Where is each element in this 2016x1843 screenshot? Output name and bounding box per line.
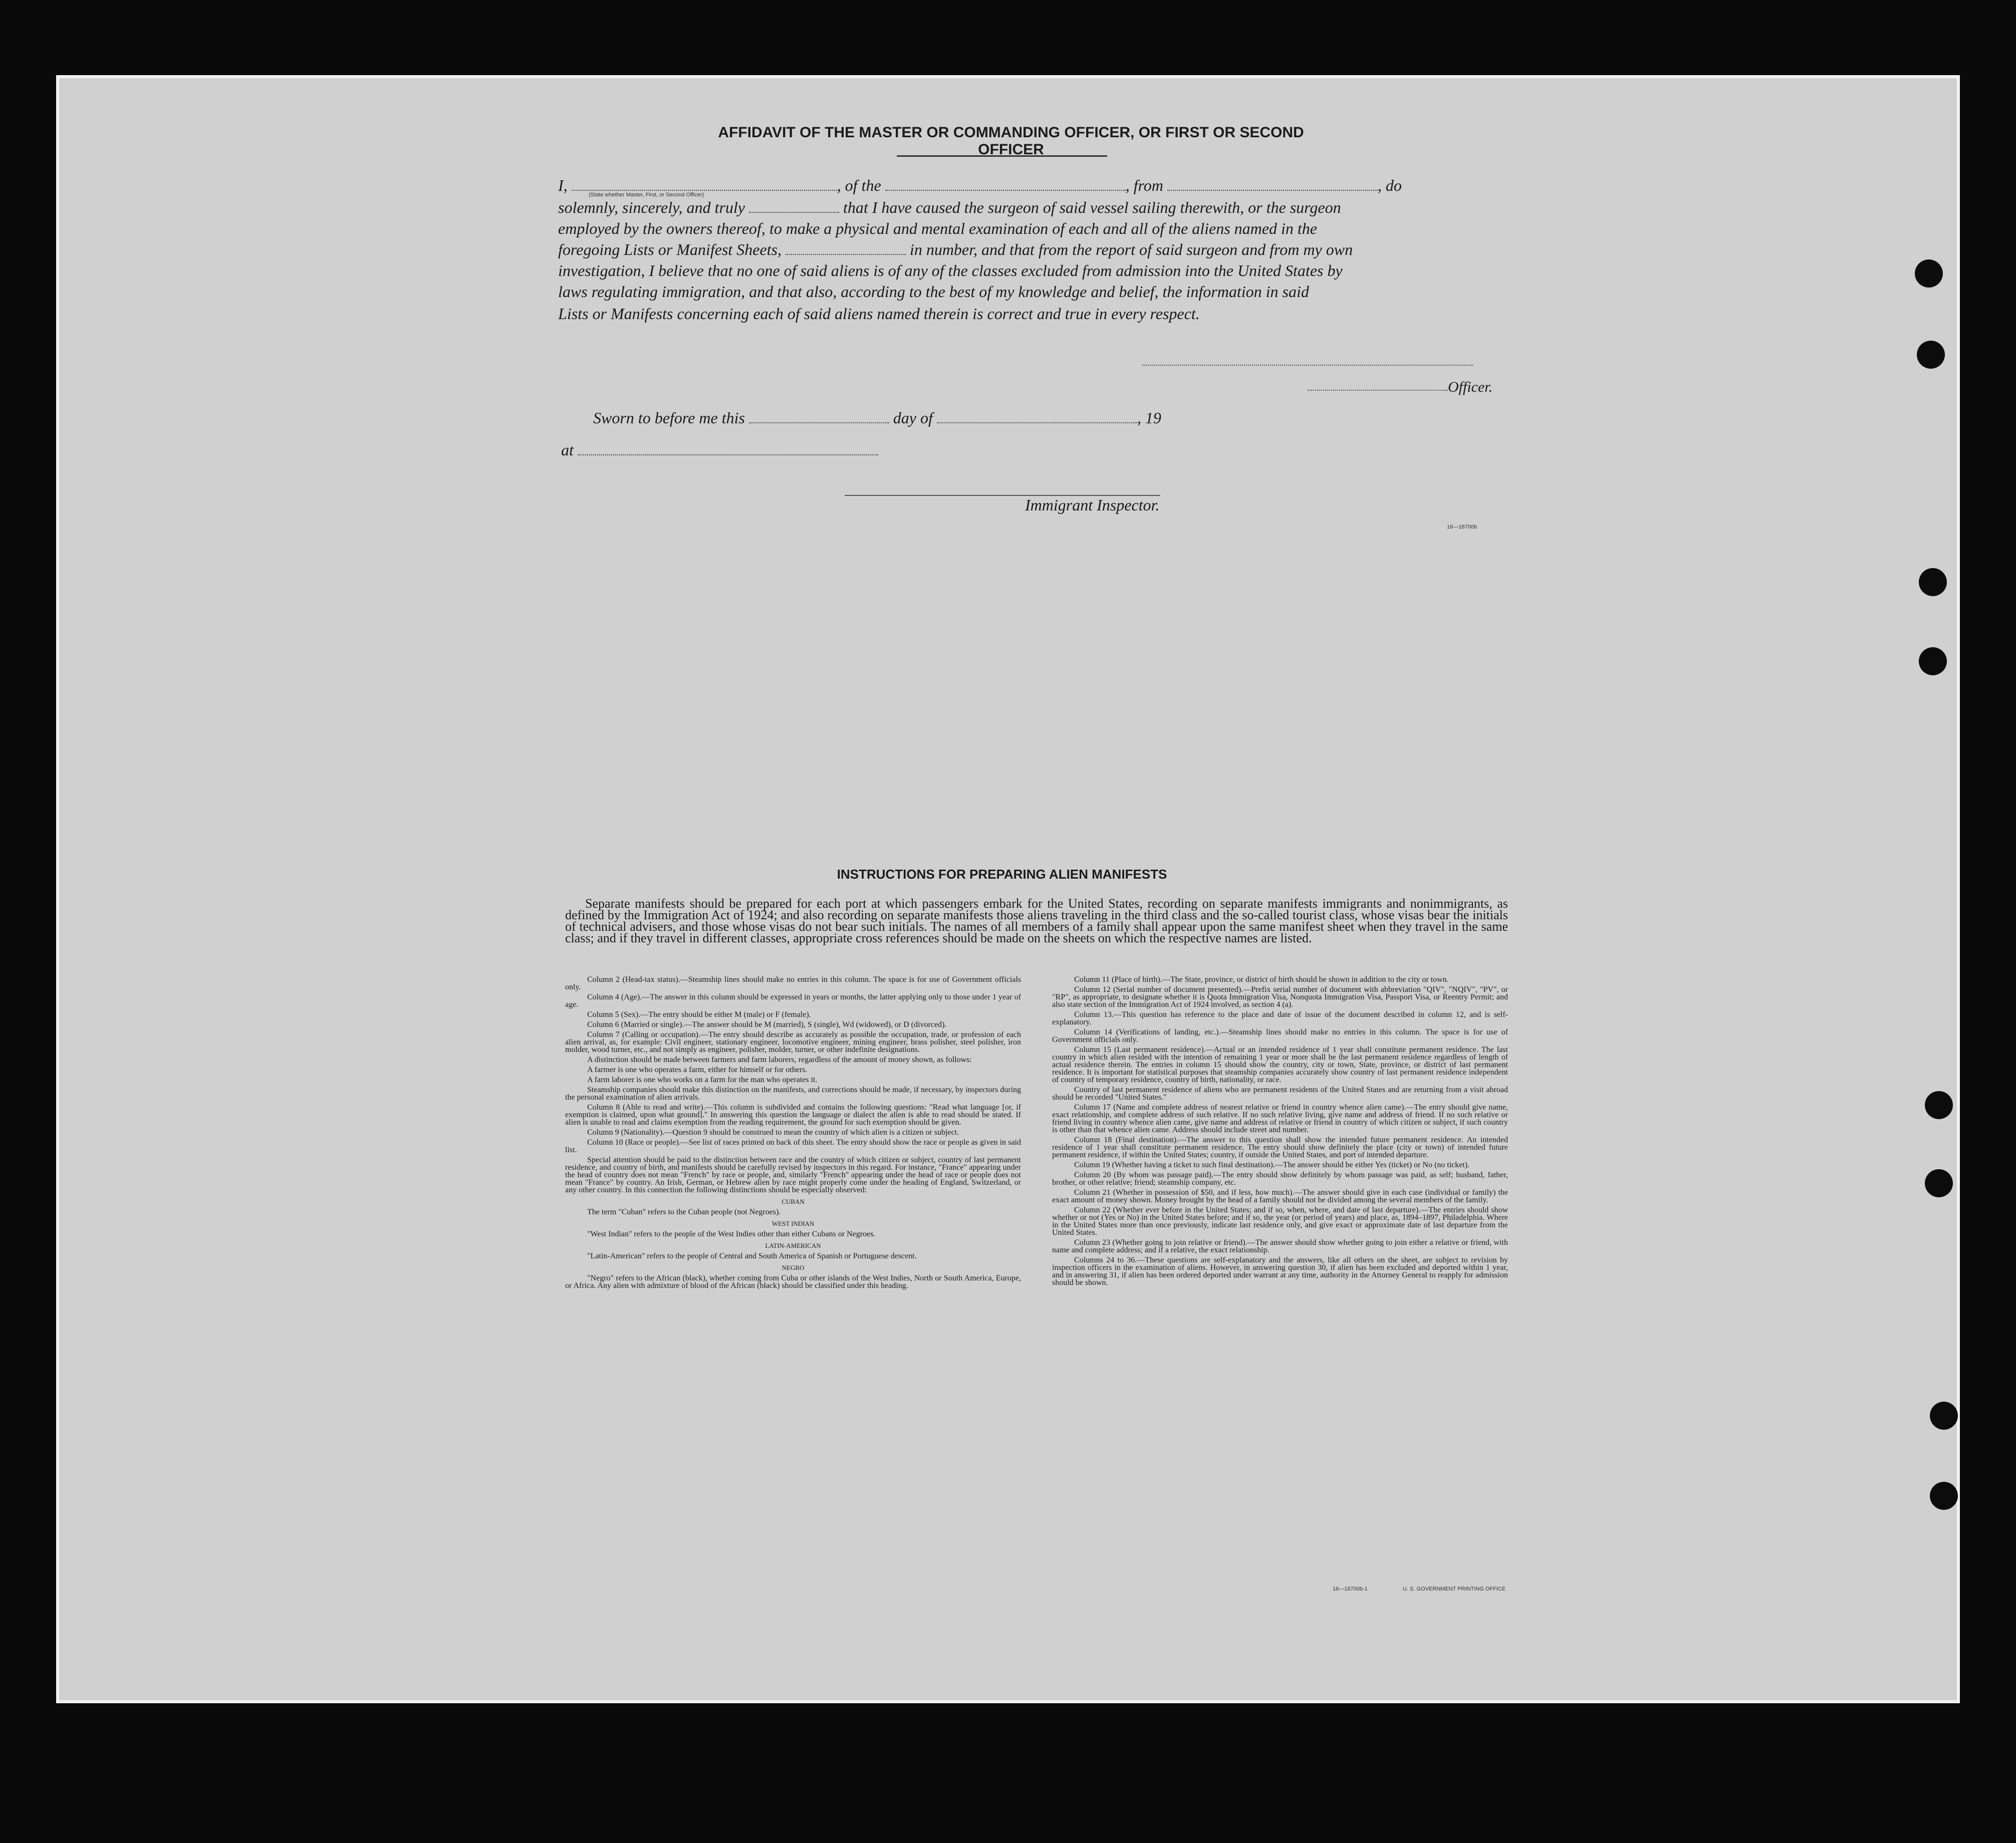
affidavit-title: AFFIDAVIT OF THE MASTER OR COMMANDING OFFICER, OR FIRST OR SECOND OFFICER [718, 124, 1304, 158]
affidavit-text: , do [1377, 176, 1402, 194]
latin-american-text: "Latin-American" refers to the people of Central and South America of Spanish or Portuguese descent. [587, 1252, 917, 1260]
signature-line [1142, 365, 1473, 366]
binder-hole [1930, 1482, 1958, 1510]
at-line [561, 441, 878, 459]
instructions-left-column [565, 976, 1021, 1292]
instruction-paragraph: Column 17 (Name and complete address of nearest relative or friend in country whence alien came).—The entry should give name, exact relationship, and complete address of such relative. If no such relative living, give name and address of friend. If no such relative or friend living in country whence alien came, give name and address of relative or friend in country of which citizen or subject, if such country is other than that whence alien came. Address should include street and number. [1052, 1103, 1508, 1134]
title-rule [897, 155, 1107, 157]
affidavit-line-5: investigation, I believe that no one of said aliens is of any of the classes excluded from admission into the United States by [558, 261, 1343, 280]
binder-hole [1919, 568, 1947, 596]
negro-heading: NEGRO [782, 1264, 805, 1271]
instruction-paragraph: Column 22 (Whether ever before in the United States; and if so, when, where, and date of last departure).—The entries should show whether or not (Yes or No) in the United States before; and if so, the year (or period of years) and place, as, 1894–1897, Philadelphia. Where in the United States more than once previously, indicate last residence only, and give exact or approximate date of last departure from the United States. [1052, 1206, 1508, 1237]
instruction-paragraph: Column 15 (Last permanent residence).—Actual or an intended residence of 1 year shall constitute permanent residence. The last country in which alien resided with the intention of remaining 1 year or more shall be the last permanent residence regardless of length of actual residence therein. The entries in column 15 should show the country, city or town, State, province, or district of last permanent residence. It is important for statistical purposes that steamship companies accurately show country of last permanent residence independent of country of temporary residence, country of birth, nationality, or race. [1052, 1045, 1508, 1084]
at-place-blank [578, 442, 878, 455]
instruction-paragraph: Column 4 (Age).—The answer in this column should be expressed in years or months, the latter applying only to those under 1 year of age. [565, 993, 1021, 1009]
affidavit-text: foregoing Lists or Manifest Sheets, [558, 240, 782, 258]
sworn-text: Sworn to before me this [593, 409, 745, 427]
sworn-line [593, 409, 1161, 427]
affidavit-text: , from [1125, 176, 1163, 194]
instruction-paragraph: Column 8 (Able to read and write).—This column is subdivided and contains the following questions: "Read what language [or, if exemption is claimed, upon what ground]." In answering this question the language or dialect the alien is able to read should be stated. If alien is unable to read and claims exemption from the reading requirement, the ground for such exemption should be given. [565, 1103, 1021, 1127]
form-code: 16—18700b [1447, 524, 1477, 530]
affidavit-line-7: Lists or Manifests concerning each of said aliens named therein is correct and true in every respect. [558, 305, 1200, 323]
instruction-paragraph: Column 9 (Nationality).—Question 9 should be construed to mean the country of which alien is a citizen or subject. [587, 1128, 959, 1137]
affidavit-text: , of the [837, 176, 881, 194]
negro-text: "Negro" refers to the African (black), whether coming from Cuba or other islands of the West Indies, North or South America, Europe, or Africa. Any alien with admixture of blood of the African (black) should be classified under this heading. [565, 1274, 1021, 1290]
sheet-count-blank [786, 242, 906, 255]
instruction-paragraph: Steamship companies should make this distinction on the manifests, and corrections should be made, if necessary, by inspectors during the personal examination of alien arrivals. [565, 1086, 1021, 1102]
binder-hole [1915, 259, 1943, 288]
affidavit-line-3: employed by the owners thereof, to make a physical and mental examination of each and all of the aliens named in the [558, 219, 1317, 237]
sworn-text: , 19 [1137, 409, 1161, 427]
west-indian-heading: WEST INDIAN [772, 1220, 815, 1227]
affidavit-line-2 [558, 197, 1503, 217]
sworn-text: day of [893, 409, 933, 427]
affidavit-line-6: laws regulating immigration, and that also, according to the best of my knowledge and belief, the information in said [558, 283, 1309, 301]
instruction-paragraph: Column 23 (Whether going to join relative or friend).—The answer should show whether going to join either a relative or friend, with name and complete address; and if a relative, the exact relationship. [1052, 1238, 1508, 1254]
port-from-blank [1167, 178, 1378, 191]
instruction-paragraph: Column 14 (Verifications of landing, etc.).—Steamship lines should make no entries in this column. The space is for use of Government officials only. [1052, 1028, 1508, 1044]
instruction-paragraph: Column 11 (Place of birth).—The State, province, or district of birth should be shown in addition to the city or town. [1074, 975, 1449, 984]
instruction-paragraph: Column 19 (Whether having a ticket to such final destination).—The answer should be either Yes (ticket) or No (no ticket). [1074, 1161, 1470, 1169]
officer-rank-blank [572, 178, 837, 191]
instruction-paragraph: Country of last permanent residence of aliens who are permanent residents of the United States and are returning from a visit abroad should be recorded "United States." [1052, 1086, 1508, 1102]
instruction-paragraph: Column 21 (Whether in possession of $50, and if less, how much).—The answer should give in each case (individual or family) the exact amount of money shown. Money brought by the head of a family should not be divided among the several members of the family. [1052, 1188, 1508, 1204]
instruction-paragraph: Columns 24 to 36.—These questions are self-explanatory and the answers, like all others on the sheet, are subject to revision by inspection officers in the examination of aliens. However, in answering question 30, if alien has been excluded and deported within 1 year, and in answering 31, if alien has been ordered deported under warrant at any time, authority in the Attorney General to reapply for admission should be shown. [1052, 1256, 1508, 1287]
instruction-paragraph: Column 18 (Final destination).—The answer to this question shall show the intended future permanent residence. An intended residence of 1 year shall constitute permanent residence. The entry should show definitely the place (city or town) of intended future permanent residence, if within the United States; country, if outside the United States, and port of intended departure. [1052, 1136, 1508, 1159]
binder-hole [1930, 1402, 1958, 1430]
instruction-paragraph: Special attention should be paid to the distinction between race and the country of which citizen or subject, country of last permanent residence, and country of birth, and manifests should be carefully revised by inspectors in this regard. For instance, "France" appearing under the head of country does not mean "French" by race or people, and, similarly "French" appearing under the head of race or people does not mean "France" by country. An Irish, German, or Hebrew alien by race might properly come under the heading of England, Switzerland, or any other country. In this connection the following distinctions should be especially observed: [565, 1156, 1021, 1194]
instruction-paragraph: A farmer is one who operates a farm, either for himself or for others. [587, 1066, 808, 1074]
affidavit-text: I, [558, 176, 568, 194]
affidavit-line-4 [558, 239, 1503, 259]
instruction-paragraph: Column 20 (By whom was passage paid).—The entry should show definitely by whom passage was paid, as self; husband, father, brother, or other relative; friend; steamship company, etc. [1052, 1171, 1508, 1187]
cuban-text: The term "Cuban" refers to the Cuban people (not Negroes). [587, 1208, 781, 1216]
binder-hole [1925, 1091, 1953, 1119]
binder-hole [1919, 647, 1947, 675]
instruction-paragraph: Column 5 (Sex).—The entry should be either M (male) or F (female). [587, 1010, 811, 1019]
instruction-paragraph: Column 13.—This question has reference to the place and date of issue of the document described in column 12, and is self-explanatory. [1052, 1010, 1508, 1026]
binder-hole [1925, 1169, 1953, 1197]
sworn-day-blank [749, 410, 889, 423]
instruction-paragraph: Column 7 (Calling or occupation).—The entry should describe as accurately as possible the occupation, trade, or profession of each alien arrival, as, for example: Civil engineer, stationary engineer, locomotive engineer, mining engineer, brass polisher, steel polisher, iron molder, wood turner, etc., and not simply as engineer, polisher, molder, turner, or other indefinite designations. [565, 1030, 1021, 1054]
instruction-paragraph: Column 6 (Married or single).—The answer should be M (married), S (single), Wd (widowed), or D (divorced). [587, 1020, 947, 1029]
instruction-paragraph: Column 2 (Head-tax status).—Steamship lines should make no entries in this column. The space is for use of Government officials only. [565, 975, 1021, 991]
affidavit-text: that I have caused the surgeon of said vessel sailing therewith, or the surgeon [843, 198, 1341, 216]
west-indian-text: "West Indian" refers to the people of the West Indies other than either Cubans or Negroes. [587, 1230, 876, 1238]
inspector-label: Immigrant Inspector. [1025, 496, 1160, 514]
officer-note: (State whether Master, First, or Second Officer) [589, 192, 704, 198]
instruction-paragraph: A distinction should be made between farmers and farm laborers, regardless of the amount of money shown, as follows: [587, 1056, 972, 1064]
vessel-name-blank [885, 178, 1126, 191]
sworn-month-blank [937, 410, 1137, 423]
instruction-paragraph: Column 10 (Race or people).—See list of races printed on back of this sheet. The entry should show the race or people as given in said list. [565, 1138, 1021, 1154]
binder-hole [1917, 341, 1945, 369]
oath-blank [749, 200, 839, 213]
officer-label: Officer. [1448, 379, 1493, 395]
footer-form-code: 16—18700b-1 [1333, 1586, 1368, 1592]
officer-signature-line [1308, 390, 1448, 391]
affidavit-text: solemnly, sincerely, and truly [558, 198, 745, 216]
instruction-paragraph: Column 12 (Serial number of document presented).—Prefix serial number of document with abbreviation "QIV", "NQIV", "PV", or "RP", as appropriate, to designate whether it is Quota Immigration Visa, Nonquota Immigration Visa, Passport Visa, or Reentry Permit; and also state section of the Immigration Act of 1924 involved, as section 4 (a). [1052, 985, 1508, 1009]
instructions-title: INSTRUCTIONS FOR PREPARING ALIEN MANIFESTS [837, 867, 1167, 882]
instruction-paragraph: A farm laborer is one who works on a farm for the man who operates it. [587, 1076, 818, 1084]
printer-credit: U. S. GOVERNMENT PRINTING OFFICE [1403, 1586, 1506, 1592]
cuban-heading: CUBAN [782, 1198, 805, 1205]
instructions-right-column [1052, 976, 1508, 1289]
affidavit-text: in number, and that from the report of said surgeon and from my own [909, 240, 1353, 258]
at-text: at [561, 441, 574, 459]
instructions-intro: Separate manifests should be prepared for each port at which passengers embark for the United States, recording on separate manifests immigrants and nonimmigrants, as defined by the Immigration Act of 1924; and also recording on separate manifests those aliens traveling in the third class and the so-called tourist class, whose visas bear the initials of technical advisers, and those whose visas do not bear such initials. The names of all members of a family shall appear upon the same manifest sheet when they travel in the same class; and if they travel in different classes, appropriate cross references should be made on the sheets on which the respective names are listed. [565, 896, 1508, 945]
latin-american-heading: LATIN-AMERICAN [765, 1242, 821, 1249]
